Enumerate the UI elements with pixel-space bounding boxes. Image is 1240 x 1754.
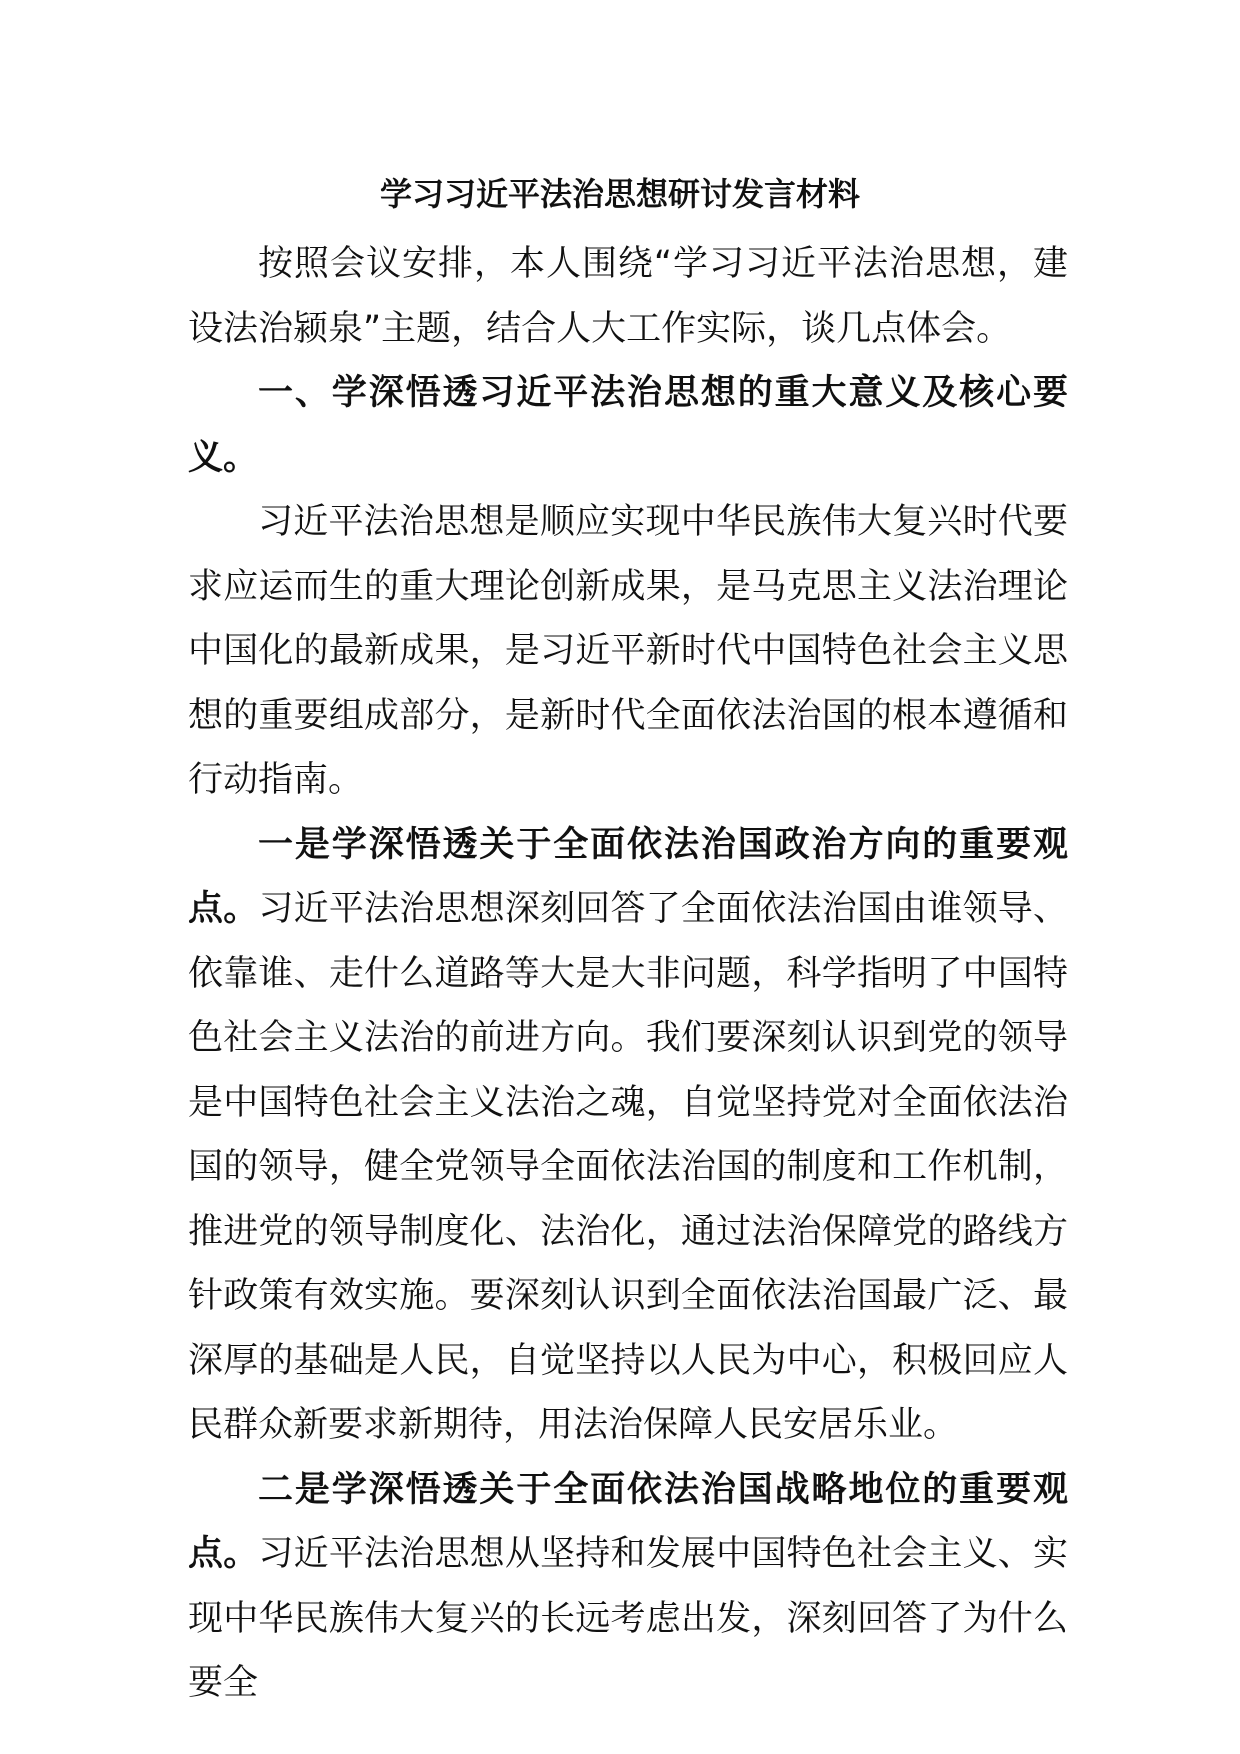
point-1-paragraph [188, 813, 1068, 1458]
section-heading-1: 一、学深悟透习近平法治思想的重大意义及核心要义。 [188, 373, 1068, 478]
point-1-lead: 一是学深悟透关于全面依法治国政治方向的重要观点。 [188, 824, 1068, 929]
point-1-text: 习近平法治思想深刻回答了全面依法治国由谁领导、依靠谁、走什么道路等大是大非问题，科学指明了中国特色社会主义法治的前进方向。我们要深刻认识到党的领导是中国特色社会主义法治之魂，自觉坚持党对全面依法治国的领导，健全党领导全面依法治国的制度和工作机制，推进党的领导制度化、法治化，通过法治保障党的路线方针政策有效实施。要深刻认识到全面依法治国最广泛、最深厚的基础是人民，自觉坚持以人民为中心，积极回应人民群众新要求新期待，用法治保障人民安居乐业。 [188, 889, 1068, 1445]
document-body [188, 232, 1068, 1716]
point-2-lead: 二是学深悟透关于全面依法治国战略地位的重要观点。 [188, 1469, 1068, 1574]
point-2-text: 习近平法治思想从坚持和发展中国特色社会主义、实现中华民族伟大复兴的长远考虑出发，深刻回答了为什么要全 [188, 1534, 1068, 1703]
section-1-paragraph: 习近平法治思想是顺应实现中华民族伟大复兴时代要求应运而生的重大理论创新成果，是马克思主义法治理论中国化的最新成果，是习近平新时代中国特色社会主义思想的重要组成部分，是新时代全面依法治国的根本遵循和行动指南。 [188, 502, 1068, 800]
intro-paragraph: 按照会议安排，本人围绕“学习习近平法治思想，建设法治颍泉”主题，结合人大工作实际，谈几点体会。 [188, 244, 1068, 349]
document-title: 学习习近平法治思想研讨发言材料 [379, 175, 860, 213]
point-2-paragraph [188, 1458, 1068, 1716]
